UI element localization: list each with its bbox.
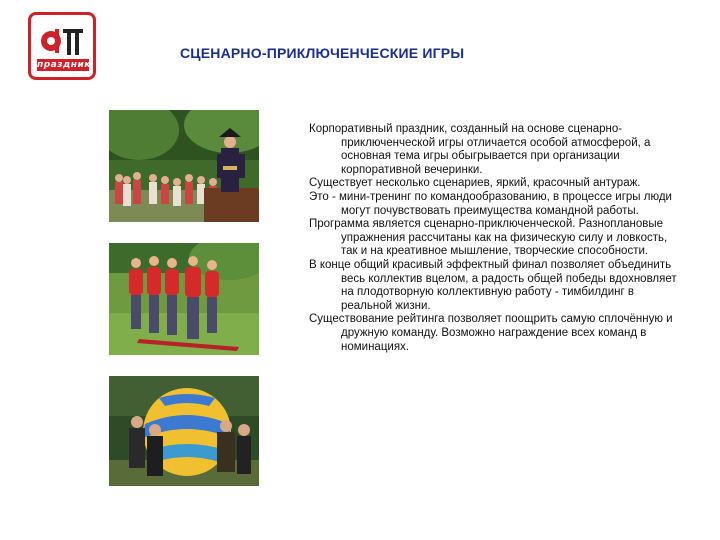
paragraph-corporate-event: Корпоративный праздник, созданный на основе сценарно-приключенческой игры отличается особой атмосферой, а основная тема игры обыгрывается при организации корпоративной вечеринки. [309, 123, 651, 176]
paragraph-program: Программа является сценарно-приключенческой. Разноплановые упражнения рассчитаны как на физическую силу и ловкость, так и на креативное мышление, творческие способности. [309, 218, 668, 258]
page-title: СЦЕНАРНО-ПРИКЛЮЧЕНЧЕСКИЕ ИГРЫ [180, 45, 465, 61]
description-text [309, 123, 684, 354]
paragraph-finale: В конце общий красивый эффектный финал позволяет объединить весь коллектив вцелом, а радость общей победы вдохновляет на плодотворную коллективную работу - тимбилдинг в реальной жизни. [309, 258, 677, 312]
logo-word: праздник [37, 60, 91, 70]
photo-team-walk-game [109, 243, 259, 355]
paragraph-scenarios: Существует несколько сценариев, яркий, красочный антураж. [309, 177, 641, 190]
paragraph-rating: Существование рейтинга позволяет поощрить самую сплочённую и дружную команду. Возможно награждение всех команд в номинациях. [309, 313, 673, 353]
photo-giant-ball-game [109, 376, 259, 486]
paragraph-team-training: Это - мини-тренинг по командообразованию, в процессе игры люди могут почувствовать преимущества командной работы. [309, 190, 672, 217]
photo-costumed-host-crowd [109, 110, 259, 222]
company-logo [28, 12, 96, 80]
